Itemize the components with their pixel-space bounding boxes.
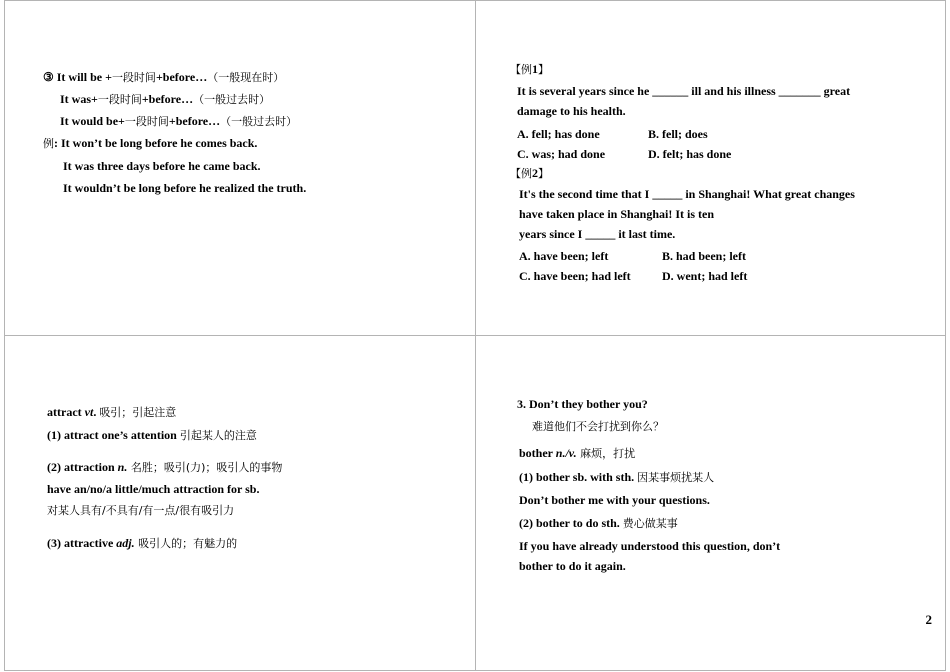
phrase: (2) bother to do sth.	[519, 516, 623, 530]
question-2-line-1: It's the second time that I _____ in Shanghai! What great changes	[519, 187, 855, 201]
definition: 因某事烦扰某人	[637, 471, 715, 484]
bracket: 【	[510, 167, 521, 180]
vocab-phrase-zh: 对某人具有/不具有/有一点/很有吸引力	[47, 504, 235, 517]
part-of-speech: adj.	[116, 536, 135, 550]
question-2-line-3: years since I _____ it last time.	[519, 227, 676, 241]
option-a: A. have been; left	[519, 249, 609, 263]
example-heading-2	[510, 166, 549, 181]
example-label: 例	[521, 167, 532, 180]
bracket: 】	[538, 63, 549, 76]
option-a: A. fell; has done	[517, 127, 600, 141]
part-of-speech: vt	[84, 405, 94, 419]
option-c: C. was; had done	[517, 147, 606, 161]
definition: 引起某人的注意	[179, 429, 257, 442]
part-of-speech: n./v.	[555, 446, 577, 460]
definition: 吸引；引起注意	[99, 406, 177, 419]
example-number: 2	[532, 166, 538, 180]
tense-note: （一般现在时）	[207, 71, 285, 84]
example-sentence-2-cont: bother to do it again.	[519, 559, 626, 573]
vocab-item-3	[47, 536, 237, 551]
pattern-text: +before…	[168, 114, 221, 128]
example-label: 例	[521, 63, 532, 76]
option-b: B. fell; does	[648, 127, 708, 141]
slide-panel-1	[4, 0, 476, 336]
part-of-speech: n.	[117, 460, 128, 474]
pattern-text: It will be +	[53, 70, 112, 84]
example-text: : It won’t be long before he comes back.	[54, 136, 258, 150]
question-1-line-2: damage to his health.	[517, 104, 626, 118]
vocab-word-bother	[519, 446, 635, 461]
page-number: 2	[925, 612, 932, 627]
example-sentence-1: Don’t bother me with your questions.	[519, 493, 710, 507]
circled-number: ③	[43, 70, 54, 84]
question-1-line-1: It is several years since he ______ ill and his illness _______ great	[517, 84, 851, 98]
option-c: C. have been; had left	[519, 269, 631, 283]
bracket: 【	[510, 63, 521, 76]
example-number: 1	[532, 62, 538, 76]
translation: 难道他们不会打扰到你么？	[532, 420, 664, 433]
pattern-zh: 一段时间	[111, 71, 156, 84]
example-sentence-2: If you have already understood this question, don’t	[519, 539, 781, 553]
word: bother	[519, 446, 556, 460]
phrase: (3) attractive	[47, 536, 117, 550]
definition: 吸引人的；有魅力的	[134, 537, 238, 550]
section-heading: 3. Don’t they bother you?	[517, 397, 648, 411]
tense-note: （一般过去时）	[220, 115, 298, 128]
definition: 费心做某事	[622, 517, 678, 530]
definition: 名胜；吸引(力)；吸引人的事物	[127, 461, 283, 474]
option-d: D. felt; has done	[648, 147, 732, 161]
vocab-word-attract	[47, 405, 176, 420]
example-heading-1	[510, 62, 549, 77]
vocab-item-1	[519, 470, 714, 485]
vocab-item-2	[519, 516, 678, 531]
bracket: 】	[538, 167, 549, 180]
example-label: 例	[43, 137, 54, 150]
pattern-text: It was+	[60, 92, 98, 106]
phrase: (2) attraction	[47, 460, 118, 474]
example-line-2: It was three days before he came back.	[63, 159, 261, 173]
question-2-line-2: have taken place in Shanghai! It is ten	[519, 207, 715, 221]
punct: .	[93, 405, 100, 419]
vocab-item-2	[47, 460, 282, 475]
example-line-1	[43, 136, 257, 151]
phrase: (1) attract one’s attention	[47, 428, 180, 442]
pattern-line-3	[60, 114, 297, 129]
slide-panel-4	[475, 335, 946, 671]
option-d: D. went; had left	[662, 269, 748, 283]
pattern-zh: 一段时间	[97, 93, 142, 106]
pattern-line-2	[60, 92, 270, 107]
pattern-text: +before…	[141, 92, 194, 106]
phrase: (1) bother sb. with sth.	[519, 470, 638, 484]
definition: 麻烦，打扰	[576, 447, 636, 460]
pattern-zh: 一段时间	[124, 115, 169, 128]
tense-note: （一般过去时）	[193, 93, 271, 106]
example-line-3: It wouldn’t be long before he realized the truth.	[63, 181, 307, 195]
option-b: B. had been; left	[662, 249, 746, 263]
pattern-text: +before…	[155, 70, 208, 84]
slide-panel-3	[4, 335, 476, 671]
word: attract	[47, 405, 85, 419]
vocab-phrase: have an/no/a little/much attraction for sb.	[47, 482, 260, 496]
pattern-line-1	[43, 70, 284, 85]
vocab-item-1	[47, 428, 257, 443]
pattern-text: It would be+	[60, 114, 125, 128]
slide-panel-2	[475, 0, 946, 336]
